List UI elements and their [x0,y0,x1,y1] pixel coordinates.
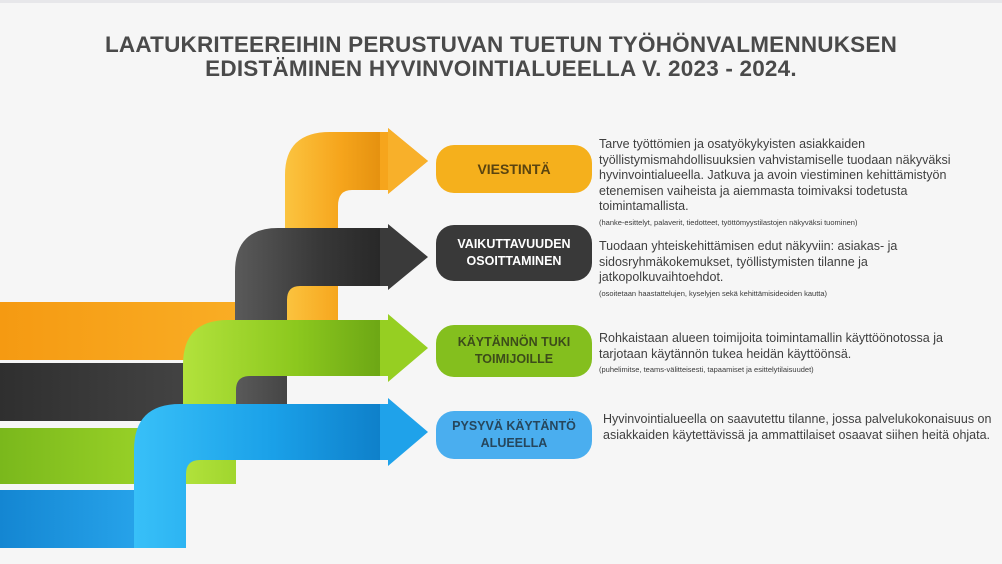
label-viestinta-line-1: VIESTINTÄ [477,160,551,177]
label-pysyva-line-2: ALUEELLA [480,436,548,450]
description-text: Tuodaan yhteiskehittämisen edut näkyviin: asiakas- ja sidosryhmäkokemukset, työllistymisten tilanne ja jatkopolkuvaihtoehdot. [599,239,898,284]
label-vaikuttavuus-line-2: OSOITTAMINEN [466,254,562,268]
label-kaytannon-tuki-line-1: KÄYTÄNNÖN TUKI [457,335,571,349]
description-note: (puhelimitse, teams-välitteisesti, tapaamiset ja esittelytilaisuudet) [599,365,814,374]
label-vaikuttavuuden-osoittaminen [436,225,592,281]
label-kaytannon-tuki-line-2: TOIMIJOILLE [474,352,554,366]
label-pysyva-line-1: PYSYVÄ KÄYTÄNTÖ [452,419,576,433]
description-text: Hyvinvointialueella on saavutettu tilanne, jossa palvelukokonaisuus on asiakkaiden käytettävissä ja ammattilaiset osaavat siihen heitä ohjata. [603,412,992,442]
description-viestinta [599,137,969,228]
label-kaytannon-tuki [436,325,592,377]
label-pysyva-kaytanto [436,411,592,459]
description-note: (osoitetaan haastattelujen, kyselyjen sekä kehittämisideoiden kautta) [599,288,828,298]
title-line-1: LAATUKRITEEREIHIN PERUSTUVAN TUETUN TYÖHÖNVALMENNUKSEN [104,32,898,57]
description-note: (hanke-esittelyt, palaverit, tiedotteet, työttömyystilastojen näkyväksi tuominen) [599,217,858,227]
description-kaytannon-tuki [599,331,989,375]
label-vaikuttavuus-line-1: VAIKUTTAVUUDEN [457,237,571,251]
description-text: Rohkaistaan alueen toimijoita toimintamallin käyttöönotossa ja tarjotaan käytännön tukea heidän käyttöönsä. [599,331,943,361]
title-line-2: EDISTÄMINEN HYVINVOINTIALUEELLA V. 2023 - 2024. [205,56,797,81]
description-pysyva [603,412,993,443]
description-text: Tarve työttömien ja osatyökykyisten asiakkaiden työllistymismahdollisuuksien vahvistamiselle tuodaan näkyväksi hyvinvointialueella. Jatkuva ja avoin viestiminen kehittämistyön etenemisen vaiheista ja aiemmasta toimivaksi todetusta toimintamallista. [599,137,951,213]
label-viestinta [436,145,592,193]
description-vaikuttavuus [599,239,984,299]
